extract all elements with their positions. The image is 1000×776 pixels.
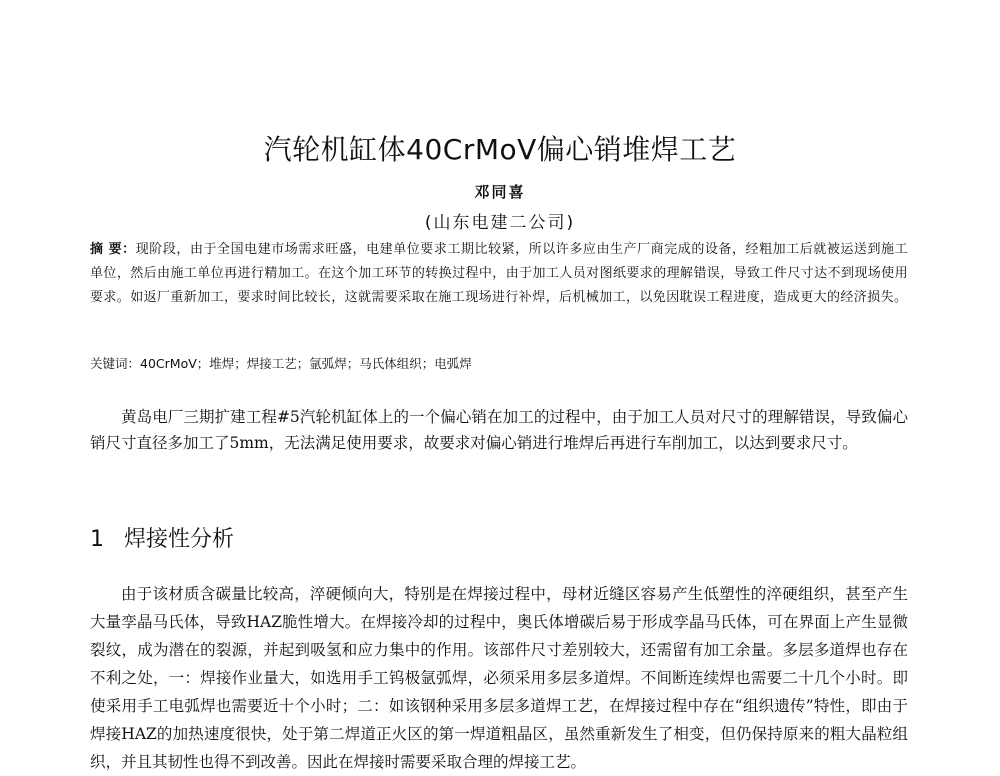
author-name: 邓同喜	[474, 183, 526, 201]
abstract-label: 摘 要：	[90, 242, 136, 257]
abstract-text: 现阶段，由于全国电建市场需求旺盛，电建单位要求工期比较紧，所以许多应由生产厂商完成的设备，经粗加工后就被运送到施工单位，然后由施工单位再进行精加工。在这个加工环节的转换过程中，由于加工人员对图纸要求的理解错误，导致工件尺寸达不到现场使用要求。如返厂重新加工，要求时间比较长，这就需要采取在施工现场进行补焊，后机械加工，以免因耽误工程进度，造成更大的经济损失。	[90, 242, 908, 305]
keywords	[90, 354, 908, 374]
abstract	[90, 238, 908, 310]
section-number: 1	[90, 527, 104, 552]
author-affiliation: (山东电建二公司)	[424, 213, 576, 233]
keywords-text: 40CrMoV；堆焊；焊接工艺；氩弧焊；马氏体组织；电弧焊	[140, 356, 472, 371]
keywords-label: 关键词：	[90, 356, 141, 371]
section-paragraph: 由于该材质含碳量比较高，淬硬倾向大，特别是在焊接过程中，母材近缝区容易产生低塑性的淬硬组织，甚至产生大量孪晶马氏体，导致HAZ脆性增大。在焊接冷却的过程中，奥氏体增碳后易于形成孪晶马氏体，可在界面上产生显微裂纹，成为潜在的裂源，并起到吸氢和应力集中的作用。该部件尺寸差别较大，还需留有加工余量。多层多道焊也存在不利之处，一：焊接作业量大，如选用手工钨极氩弧焊，必须采用多层多道焊。不间断连续焊也需要二十几个小时。即使采用手工电弧焊也需要近十个小时；二：如该钢种采用多层多道焊工艺，在焊接过程中存在“组织遗传”特性，即由于焊接HAZ的加热速度很快，处于第二焊道正火区的第一焊道粗晶区，虽然重新发生了相变，但仍保持原来的粗大晶粒组织，并且其韧性也得不到改善。因此在焊接时需要采取合理的焊接工艺。	[90, 585, 908, 771]
section-title: 焊接性分析	[124, 527, 235, 552]
intro-paragraph: 黄岛电厂三期扩建工程#5汽轮机缸体上的一个偏心销在加工的过程中，由于加工人员对尺寸的理解错误，导致偏心销尺寸直径多加工了5mm，无法满足使用要求，故要求对偏心销进行堆焊后再进行车削加工，以达到要求尺寸。	[90, 408, 908, 452]
section-heading	[90, 522, 234, 553]
paper-title: 汽轮机缸体40CrMoV偏心销堆焊工艺	[263, 133, 737, 166]
